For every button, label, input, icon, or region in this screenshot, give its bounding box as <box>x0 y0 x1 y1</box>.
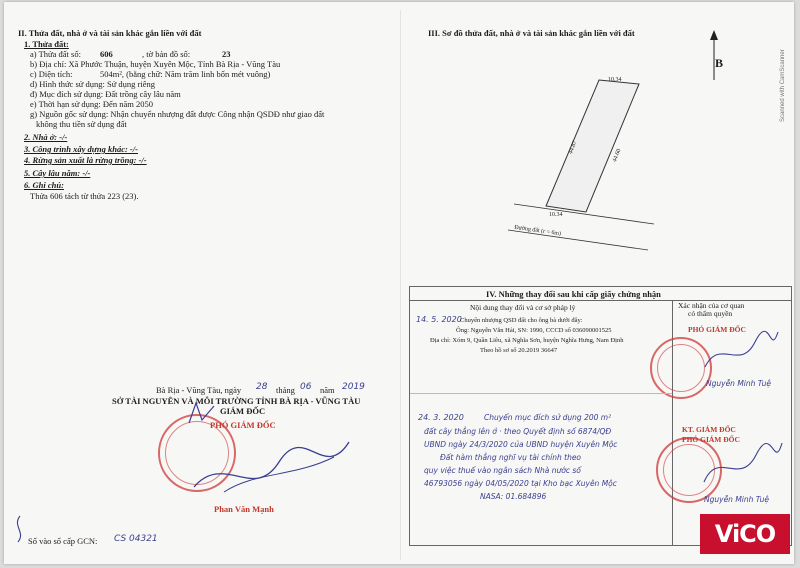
entry2-line-6: 46793056 ngày 04/05/2020 tại Kho bạc Xuyên Mộc <box>424 479 617 488</box>
road-label: Đường đất (r = 6m) <box>513 224 562 238</box>
section-iii-title: III. Sơ đồ thửa đất, nhà ở và tài sản khác gắn liền với đất <box>428 28 635 38</box>
perennial-item: 5. Cây lâu năm: -/- <box>24 168 91 178</box>
margin-mark <box>10 514 30 544</box>
deputy-title: PHÓ GIÁM ĐỐC <box>210 420 276 430</box>
director-title: GIÁM ĐỐC <box>220 406 266 416</box>
authority-header-line-1: Xác nhận của cơ quan <box>678 301 745 310</box>
entry1-office: PHÓ GIÁM ĐỐC <box>688 325 746 334</box>
entry1-signer: Nguyễn Minh Tuệ <box>706 379 771 388</box>
entry2-office-line-2: PHÓ GIÁM ĐỐC <box>682 435 740 444</box>
gcn-label: Số vào sổ cấp GCN: <box>28 536 98 546</box>
entry1-line-4: Theo hồ sơ số 20.2019 36647 <box>480 347 558 354</box>
signer-name: Phan Văn Mạnh <box>214 504 274 514</box>
area-value: 504m², (bằng chữ: Năm trăm linh bốn mét vuông) <box>100 69 271 79</box>
parcel-number: 606 <box>100 49 113 59</box>
changes-table <box>409 286 792 546</box>
sheet-label: , tờ bản đồ số: <box>142 49 191 59</box>
note-text: Thửa 606 tách từ thửa 223 (23). <box>30 191 139 201</box>
entry1-signature <box>700 327 780 377</box>
area-label: c) Diện tích: <box>30 69 73 79</box>
month-label: tháng <box>276 385 295 395</box>
origin-line-1: g) Nguồn gốc sử dụng: Nhận chuyển nhượng đất được Công nhận QSDĐ như giao đất <box>30 109 325 119</box>
usage-term: e) Thời hạn sử dụng: Đến năm 2050 <box>30 99 153 109</box>
column-divider <box>672 300 673 545</box>
place-date-label: Bà Rịa - Vũng Tàu, ngày <box>156 385 242 395</box>
land-purpose: đ) Mục đích sử dụng: Đất trồng cây lâu năm <box>30 89 181 99</box>
address: b) Địa chỉ: Xã Phước Thuận, huyện Xuyên Mộc, Tỉnh Bà Rịa - Vũng Tàu <box>30 59 281 69</box>
signing-month: 06 <box>300 382 312 392</box>
content-column-header: Nội dung thay đổi và cơ sở pháp lý <box>470 303 576 312</box>
parcel-label: a) Thửa đất số: <box>30 49 81 59</box>
entry2-signer: Nguyễn Minh Tuệ <box>704 495 769 504</box>
authority-header-line-2: có thẩm quyền <box>688 309 733 318</box>
entry1-line-3: Địa chỉ: Xóm 9, Quần Liêu, xã Nghĩa Sơn, huyện Nghĩa Hưng, Nam Định <box>430 337 624 344</box>
signing-day: 28 <box>256 382 268 392</box>
entry2-signature <box>700 437 785 492</box>
entry-separator <box>410 393 672 394</box>
director-signature <box>184 432 354 502</box>
origin-line-2: không thu tiền sử dụng đất <box>36 119 127 129</box>
sheet-number: 23 <box>222 49 231 59</box>
entry2-line-1: Chuyển mục đích sử dụng 200 m² <box>484 413 612 422</box>
year-label: năm <box>320 385 335 395</box>
entry1-line-1: Chuyển nhượng QSD đất cho ông bà dưới đây: <box>460 317 583 324</box>
entry1-line-2: Ông: Nguyễn Văn Hải, SN: 1990, CCCD số 036090001525 <box>456 327 612 334</box>
scanner-watermark: Scanned with CamScanner <box>780 49 786 122</box>
house-item: 2. Nhà ở: -/- <box>24 132 68 142</box>
note-heading: 6. Ghi chú: <box>24 180 64 190</box>
left-side-length: 44.87 <box>567 140 579 155</box>
entry2-line-3: UBND ngày 24/3/2020 của UBND huyện Xuyên Mộc <box>424 440 618 449</box>
entry2-line-4: Đất hàm thẳng nghĩ vụ tài chính theo <box>440 453 582 462</box>
gcn-number: CS 04321 <box>114 534 158 544</box>
entry2-line-2: đất cây thẳng lên ở · theo Quyết định số 6874/QĐ <box>424 427 612 436</box>
construction-item: 3. Công trình xây dựng khác: -/- <box>24 144 138 154</box>
north-label: B <box>715 56 724 70</box>
initial-mark <box>184 398 224 428</box>
top-width: 10.34 <box>608 77 622 83</box>
entry2-line-5: quy việc thuế vào ngân sách Nhà nước số <box>424 466 581 475</box>
usage-form: d) Hình thức sử dụng: Sử dụng riêng <box>30 79 156 89</box>
right-side-length: 44.60 <box>611 148 623 163</box>
entry2-date: 24. 3. 2020 <box>418 413 464 422</box>
fold-line <box>400 10 401 560</box>
forest-item: 4. Rừng sản xuất là rừng trồng: -/- <box>24 155 147 165</box>
changes-title: IV. Những thay đổi sau khi cấp giấy chứng nhận <box>486 289 661 299</box>
land-heading: 1. Thửa đất: <box>24 39 69 49</box>
certificate-sheet <box>4 2 794 564</box>
entry2-line-7: NASA: 01.684896 <box>480 492 547 501</box>
entry1-date: 14. 5. 2020 <box>416 315 462 324</box>
department-name: SỞ TÀI NGUYÊN VÀ MÔI TRƯỜNG TỈNH BÀ RỊA - VŨNG TÀU <box>112 396 361 406</box>
vico-logo: ViCO <box>700 514 790 554</box>
section-ii-title: II. Thửa đất, nhà ở và tài sản khác gắn liền với đất <box>18 28 202 38</box>
entry2-office-line-1: KT. GIÁM ĐỐC <box>682 425 736 434</box>
signing-year: 2019 <box>342 382 365 392</box>
north-arrow-icon <box>694 28 734 88</box>
bottom-width: 10.34 <box>549 212 563 218</box>
